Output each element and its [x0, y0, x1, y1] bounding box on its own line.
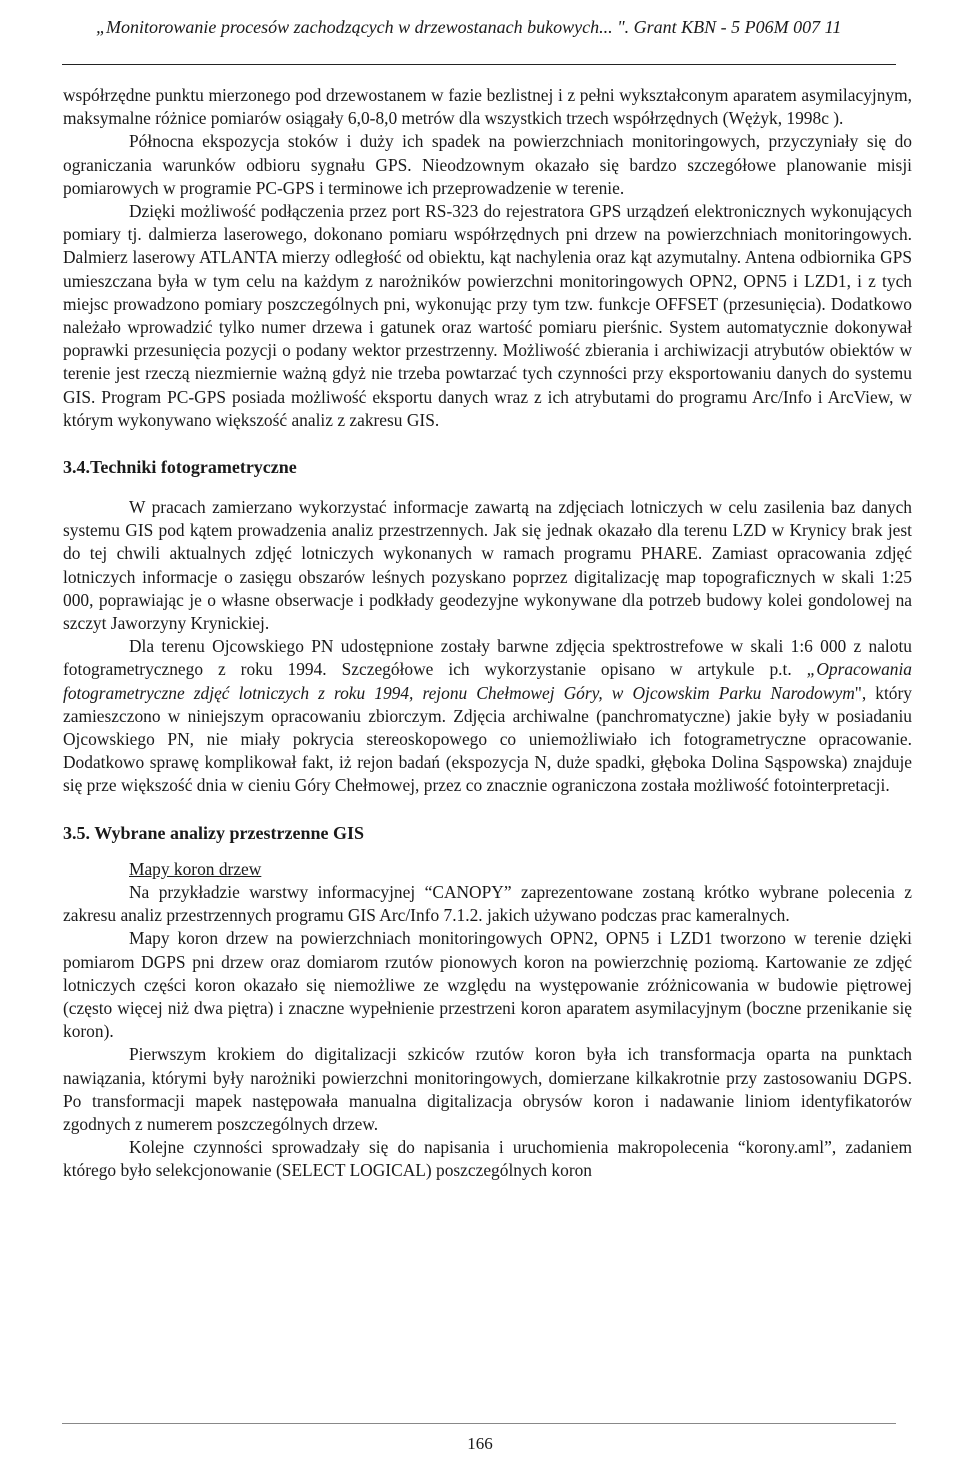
paragraph-canopy-layer: Na przykładzie warstwy informacyjnej “CANOPY” zaprezentowane zostaną krótko wybrane polecenia z zakresu analiz przestrzennych programu GIS Arc/Info 7.1.2. jakich używano podczas prac kameralnych. [63, 881, 912, 926]
cited-article-title: „Opracowania fotogrametryczne zdjęć lotniczych z roku 1994, rejonu Chełmowej Góry, w Ojcowskim Parku Narodowym [63, 659, 912, 703]
page-content [63, 84, 912, 1183]
header-rule [62, 64, 896, 65]
paragraph-north-exposure: Północna ekspozycja stoków i duży ich spadek na powierzchniach monitoringowych, przyczyniały się do ograniczania warunków odbioru sygnału GPS. Nieodzownym okazało się bardzo szczegółowe planowanie misji pomiarowych w programie PC-GPS i terminowe ich przeprowadzenie w terenie. [63, 131, 912, 198]
section-number: 3.4. [63, 457, 90, 478]
page-number: 166 [467, 1434, 493, 1453]
paragraph-aml-macro: Kolejne czynności sprowadzały się do napisania i uruchomienia makropolecenia “korony.aml”, zadaniem którego było selekcjonowanie (SELECT LOGICAL) poszczególnych koron [63, 1137, 912, 1181]
running-header: „Monitorowanie procesów zachodzących w drzewostanach bukowych... ". Grant KBN - 5 P06M 007 11 [96, 17, 842, 37]
subheading-crown-maps: Mapy koron drzew [129, 858, 262, 879]
paragraph-crown-mapping: Mapy koron drzew na powierzchniach monitoringowych OPN2, OPN5 i LZD1 tworzono w terenie dzięki pomiarom DGPS pni drzew oraz domiarom rzutów pionowych koron na powierzchnię poziomą. Kartowanie ze zdjęć lotniczych części koron okazało się niemożliwe ze względu na występowanie zróżnicowania w budowie piętrowej (często więcej niż dwa piętra) i znaczne wypełnienie przestrzeni koron aparatem asymilacyjnym (boczne przenikanie się koron). [63, 928, 912, 1042]
paragraph-gps-accuracy: współrzędne punktu mierzonego pod drzewostanem w fazie bezlistnej i z pełni wykształconym aparatem asymilacyjnym, maksymalne różnice pomiarów osiągały 6,0-8,0 metrów dla wszystkich trzech współrzędnych (Wężyk, 1998c ). [63, 85, 912, 129]
section-title: Techniki fotogrametryczne [90, 457, 297, 478]
paragraph-aerial-photos: W pracach zamierzano wykorzystać informacje zawartą na zdjęciach lotniczych w celu zasilenia baz danych systemu GIS pod kątem prowadzenia analiz przestrzennych. Jak się jednak okazało dla terenu LZD w Krynicy brak jest do tej chwili aktualnych zdjęć lotniczych wykonanych w ramach programu PHARE. Zamiast opracowania zdjęć lotniczych informacje o zasięgu obszarów leśnych pozyskano poprzez digitalizację map topograficznych w skali 1:25 000, poprawiając je o własne obserwacje i podkłady geodezyjne wykonywane dla potrzeb budowy kolei gondolowej na szczyt Jaworzyny Krynickiej. [63, 497, 912, 634]
footer-rule [62, 1423, 896, 1424]
paragraph-text: Dla terenu Ojcowskiego PN udostępnione zostały barwne zdjęcia spektrostrefowe w skali 1:6 000 z nalotu fotogrametrycznego z roku 1994. Szczegółowe ich wykorzystanie opisano w artykule p.t. [63, 636, 912, 680]
section-heading-3-4 [63, 455, 912, 479]
paragraph-laser-rangefinder: Dzięki możliwość podłączenia przez port RS-323 do rejestratora GPS urządzeń elektronicznych wykonujących pomiary tj. dalmierza laserowego, dokonano pomiaru współrzędnych pni drzew na powierzchniach monitoringowych. Dalmierz laserowy ATLANTA mierzy odległość od obiektu, kąt nachylenia oraz kąt azymutalny. Antena odbiornika GPS umieszczana była w tym celu na każdym z narożników powierzchni monitoringowych OPN2, OPN5 i LZD1, i z tych miejsc prowadzono pomiary poszczególnych pni, wykonując przy tym tzw. funkcje OFFSET (przesunięcia). Dodatkowo należało wprowadzić tylko numer drzewa i gatunek oraz wartość pomiaru pierśnic. System automatycznie dokonywał poprawki przesunięcia pozycji o podany wektor przestrzenny. Możliwość zbierania i archiwizacji atrybutów obiektów w terenie jest rzeczą niezmiernie ważną gdyż nie trzeba powtarzać tych czynności przy eksportowaniu danych do systemu GIS. Program PC-GPS posiada możliwość eksportu danych wraz z ich atrybutami do programu Arc/Info i ArcView, w którym wykonywano większość analiz z zakresu GIS. [63, 201, 912, 430]
paragraph-text: ", który zamieszczono w niniejszym opracowaniu zbiorczym. Zdjęcia archiwalne (panchromatyczne) jakie były w posiadaniu Ojcowskiego PN, nie miały pokrycia stereoskopowego co uniemożliwiało ich fotogrametryczne opracowanie. Dodatkowo sprawę komplikował fakt, iż rejon badań (ekspozycja N, duże spadki, głęboka Dolina Sąspowska) znajduje się prze większość dnia w cieniu Góry Chełmowej, przez co znacznie ograniczona została możliwość fotointerpretacji. [63, 682, 912, 796]
section-heading-3-5 [63, 821, 912, 845]
paragraph-digitization: Pierwszym krokiem do digitalizacji szkiców rzutów koron była ich transformacja oparta na punktach nawiązania, którymi były narożniki powierzchni monitoringowych, domierzane kilkakrotnie przy zastosowaniu DGPS. Po transformacji mapek następowała manualna digitalizacja obrysów koron i nadawanie liniom identyfikatorów zgodnych z numerem poszczególnych drzew. [63, 1044, 912, 1134]
section-title: Wybrane analizy przestrzenne GIS [94, 822, 364, 843]
section-number: 3.5. [63, 822, 90, 843]
paragraph-ojcow-photos [63, 635, 912, 797]
